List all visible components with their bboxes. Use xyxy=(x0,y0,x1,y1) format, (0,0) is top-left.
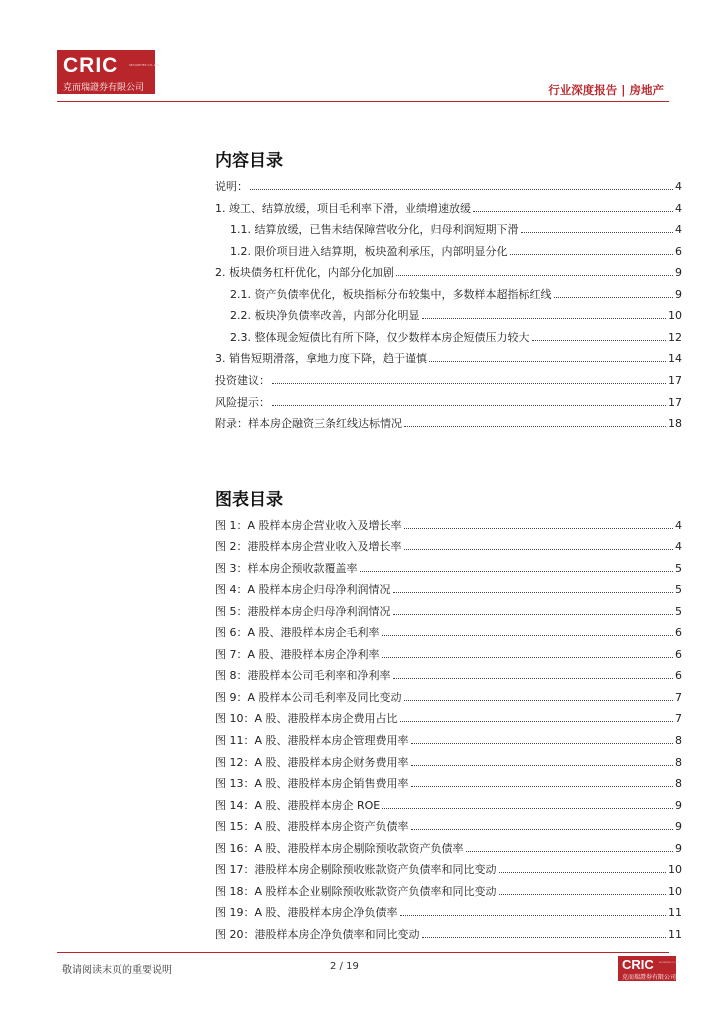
footer-divider xyxy=(57,952,669,953)
footer-logo xyxy=(618,956,680,981)
toc-item[interactable]: 附录：样本房企融资三条红线达标情况 18 xyxy=(215,417,682,430)
toc-title: 内容目录 xyxy=(215,151,283,171)
toc-item[interactable]: 3. 销售短期滑落，拿地力度下降，趋于谨慎 14 xyxy=(215,352,682,365)
figure-item[interactable]: 图 17：港股样本房企剔除预收账款资产负债率和同比变动 10 xyxy=(215,863,682,876)
figure-item[interactable]: 图 7：A 股、港股样本房企净利率 6 xyxy=(215,648,682,661)
header-divider xyxy=(57,101,669,102)
figure-item[interactable]: 图 9：A 股样本公司毛利率及同比变动 7 xyxy=(215,691,682,704)
figure-item[interactable]: 图 6：A 股、港股样本房企毛利率 6 xyxy=(215,626,682,639)
footer-logo-chinese-name: 克而瑞證券有限公司 xyxy=(622,974,677,981)
logo-chinese-name: 克而瑞證券有限公司 xyxy=(63,83,145,93)
figure-item[interactable]: 图 20：港股样本房企净负债率和同比变动 11 xyxy=(215,928,682,941)
figure-item[interactable]: 图 15：A 股、港股样本房企资产负债率 9 xyxy=(215,820,682,833)
figure-item[interactable]: 图 1：A 股样本房企营业收入及增长率 4 xyxy=(215,519,682,532)
figures-title: 图表目录 xyxy=(215,490,283,510)
figure-item[interactable]: 图 14：A 股、港股样本房企 ROE 9 xyxy=(215,799,682,812)
logo-small-text: SECURITIES CO.,LTD xyxy=(129,63,160,67)
toc-item[interactable]: 1.2. 限价项目进入结算期，板块盈利承压，内部明显分化 6 xyxy=(230,245,682,258)
toc-item[interactable]: 说明： 4 xyxy=(215,180,682,193)
toc-item[interactable]: 1.1. 结算放缓，已售未结保障营收分化，归母利润短期下滑 4 xyxy=(230,223,682,236)
figure-item[interactable]: 图 5：港股样本房企归母净利润情况 5 xyxy=(215,605,682,618)
footer-disclaimer: 敬请阅读末页的重要说明 xyxy=(62,965,172,976)
cric-logo xyxy=(57,50,160,94)
figure-item[interactable]: 图 10：A 股、港股样本房企费用占比 7 xyxy=(215,712,682,725)
report-type: 行业深度报告 | 房地产 xyxy=(548,83,664,97)
toc-item[interactable]: 2.2. 板块净负债率改善，内部分化明显 10 xyxy=(230,309,682,322)
figure-item[interactable]: 图 16：A 股、港股样本房企剔除预收款资产负债率 9 xyxy=(215,842,682,855)
figure-item[interactable]: 图 4：A 股样本房企归母净利润情况 5 xyxy=(215,583,682,596)
toc-item[interactable]: 投资建议： 17 xyxy=(215,374,682,387)
figure-item[interactable]: 图 12：A 股、港股样本房企财务费用率 8 xyxy=(215,756,682,769)
logo-text: CRIC xyxy=(63,54,119,77)
toc-item[interactable]: 2.1. 资产负债率优化，板块指标分布较集中，多数样本超指标红线 9 xyxy=(230,288,682,301)
figure-item[interactable]: 图 2：港股样本房企营业收入及增长率 4 xyxy=(215,540,682,553)
figure-item[interactable]: 图 18：A 股样本企业剔除预收账款资产负债率和同比变动 10 xyxy=(215,885,682,898)
footer-logo-small-text: SECURITIES CO.,LTD xyxy=(659,962,680,964)
toc-item[interactable]: 2. 板块债务杠杆优化，内部分化加剧 9 xyxy=(215,266,682,279)
footer-logo-text: CRIC xyxy=(622,957,654,972)
toc-item[interactable]: 2.3. 整体现金短债比有所下降，仅少数样本房企短债压力较大 12 xyxy=(230,331,682,344)
toc-item[interactable]: 1. 竣工、结算放缓，项目毛利率下滑，业绩增速放缓 4 xyxy=(215,202,682,215)
figure-item[interactable]: 图 8：港股样本公司毛利率和净利率 6 xyxy=(215,669,682,682)
page-number: 2 / 19 xyxy=(330,961,359,972)
figure-item[interactable]: 图 19：A 股、港股样本房企净负债率 11 xyxy=(215,906,682,919)
figure-item[interactable]: 图 11：A 股、港股样本房企管理费用率 8 xyxy=(215,734,682,747)
toc-item[interactable]: 风险提示： 17 xyxy=(215,396,682,409)
figure-item[interactable]: 图 13：A 股、港股样本房企销售费用率 8 xyxy=(215,777,682,790)
figure-item[interactable]: 图 3：样本房企预收款覆盖率 5 xyxy=(215,562,682,575)
